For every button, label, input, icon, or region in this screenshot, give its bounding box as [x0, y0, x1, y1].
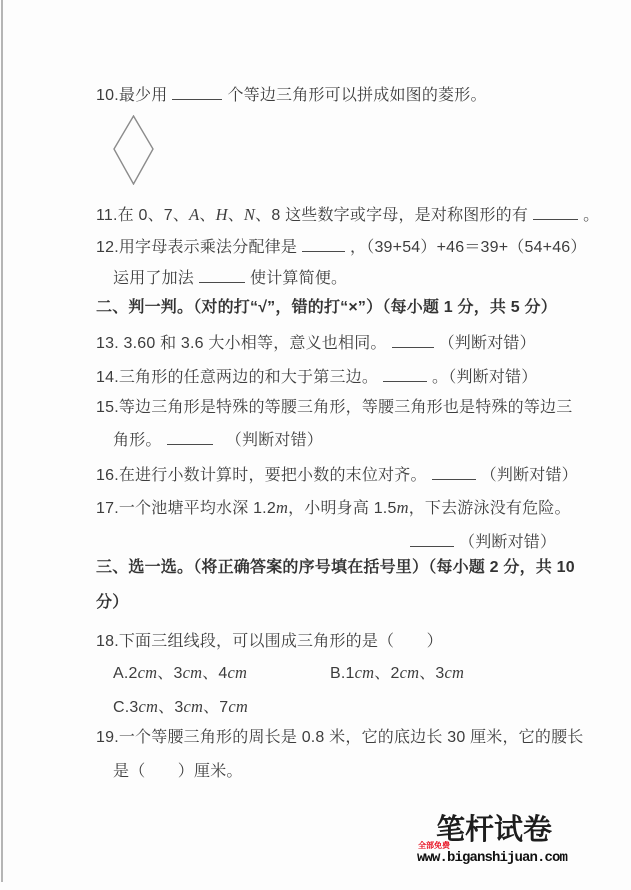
rhombus-outline [114, 116, 153, 184]
answer-blank [199, 268, 245, 283]
text-run: 、 [199, 207, 216, 224]
text-run: 14.三角形的任意两边的和大于第三边。 [96, 369, 379, 386]
question-11-line [96, 205, 599, 226]
text-run: 运用了加法 [113, 270, 195, 287]
text-run: N [243, 205, 256, 224]
question-14-line [96, 367, 537, 388]
text-run: ，小明身高 1.5 [288, 500, 397, 517]
page-left-border [1, 0, 3, 882]
text-run: 、4 [202, 665, 228, 682]
text-run: 是（ ）厘米。 [113, 763, 243, 780]
text-run: （判断对错） [217, 432, 324, 449]
text-run: （判断对错） [480, 467, 578, 484]
text-run: 个等边三角形可以拼成如图的菱形。 [227, 87, 487, 104]
text-run: cm [444, 663, 465, 682]
text-run: 、3 [158, 699, 184, 716]
question-16-line [96, 465, 578, 486]
text-run: 、 [227, 207, 244, 224]
text-run: cm [227, 663, 248, 682]
question-18-option-a [113, 663, 247, 684]
text-run: 、7 [203, 699, 229, 716]
text-run: 分） [96, 594, 129, 611]
free-badge: 全部免费 [418, 841, 450, 850]
text-run: 、3 [157, 665, 183, 682]
brand-url: www.biganshijuan.com [417, 850, 568, 866]
text-run: 使计算简便。 [250, 270, 348, 287]
text-run: A.2 [113, 665, 138, 682]
question-12-line-2 [113, 268, 347, 289]
question-18-option-b [330, 663, 464, 684]
text-run: 11.在 0、7、 [96, 207, 190, 224]
question-15-line-2 [113, 430, 323, 451]
rhombus-figure [113, 115, 154, 185]
section-3-heading-line-1 [96, 558, 575, 578]
text-run: 15.等边三角形是特殊的等腰三角形，等腰三角形也是特殊的等边三 [96, 399, 573, 416]
text-run: 。 [583, 207, 600, 224]
question-12-line-1 [96, 237, 587, 258]
text-run: 18.下面三组线段，可以围成三角形的是（ ） [96, 633, 443, 650]
question-15-line-1 [96, 398, 572, 418]
question-17-line-1 [96, 498, 571, 519]
answer-blank [410, 532, 454, 547]
text-run: cm [399, 663, 420, 682]
text-run: 16.在进行小数计算时，要把小数的末位对齐。 [96, 467, 427, 484]
text-run: 。（判断对错） [432, 369, 538, 386]
text-run: C.3 [113, 699, 139, 716]
text-run: 二、判一判。（对的打“√”，错的打“×”）（每小题 1 分，共 5 分） [96, 299, 557, 316]
text-run: cm [138, 697, 159, 716]
text-run: 、8 这些数字或字母，是对称图形的有 [255, 207, 529, 224]
text-run: 角形。 [113, 432, 162, 449]
text-run: 13. 3.60 和 3.6 大小相等，意义也相同。 [96, 335, 387, 352]
text-run: 12.用字母表示乘法分配律是 [96, 239, 298, 256]
text-run: B.1 [330, 665, 355, 682]
text-run: 、2 [374, 665, 400, 682]
answer-blank [392, 333, 434, 348]
text-run: cm [354, 663, 375, 682]
text-run: m [396, 498, 409, 517]
answer-blank [533, 205, 578, 220]
question-19-line-1 [96, 728, 583, 748]
question-18-line [96, 632, 443, 652]
question-10-line [96, 85, 487, 106]
text-run: H [215, 205, 228, 224]
question-17-line-2 [405, 532, 556, 553]
text-run: 17.一个池塘平均水深 1.2 [96, 500, 276, 517]
text-run: A [189, 205, 200, 224]
question-13-line [96, 333, 536, 354]
text-run: cm [183, 697, 204, 716]
question-18-option-c [113, 697, 248, 718]
section-3-heading-line-2 [96, 593, 128, 613]
text-run: cm [182, 663, 203, 682]
text-run: ，（39+54）+46＝39+（54+46） [350, 239, 587, 256]
text-run: 、3 [419, 665, 445, 682]
answer-blank [172, 85, 222, 100]
answer-blank [383, 367, 427, 382]
text-run: 10.最少用 [96, 87, 168, 104]
text-run: ，下去游泳没有危险。 [408, 500, 571, 517]
section-2-heading [96, 298, 557, 318]
text-run: 三、选一选。（将正确答案的序号填在括号里）（每小题 2 分，共 10 [96, 559, 575, 576]
text-run: m [275, 498, 289, 517]
text-run: cm [137, 663, 158, 682]
answer-blank [167, 430, 213, 445]
brand-logo-text: 笔杆试卷 [436, 814, 553, 846]
text-run: （判断对错） [438, 335, 536, 352]
answer-blank [432, 465, 476, 480]
answer-blank [302, 237, 345, 252]
text-run: cm [228, 697, 249, 716]
text-run: （判断对错） [459, 534, 557, 551]
text-run: 19.一个等腰三角形的周长是 0.8 米，它的底边长 30 厘米，它的腰长 [96, 729, 584, 746]
question-19-line-2 [113, 762, 243, 782]
